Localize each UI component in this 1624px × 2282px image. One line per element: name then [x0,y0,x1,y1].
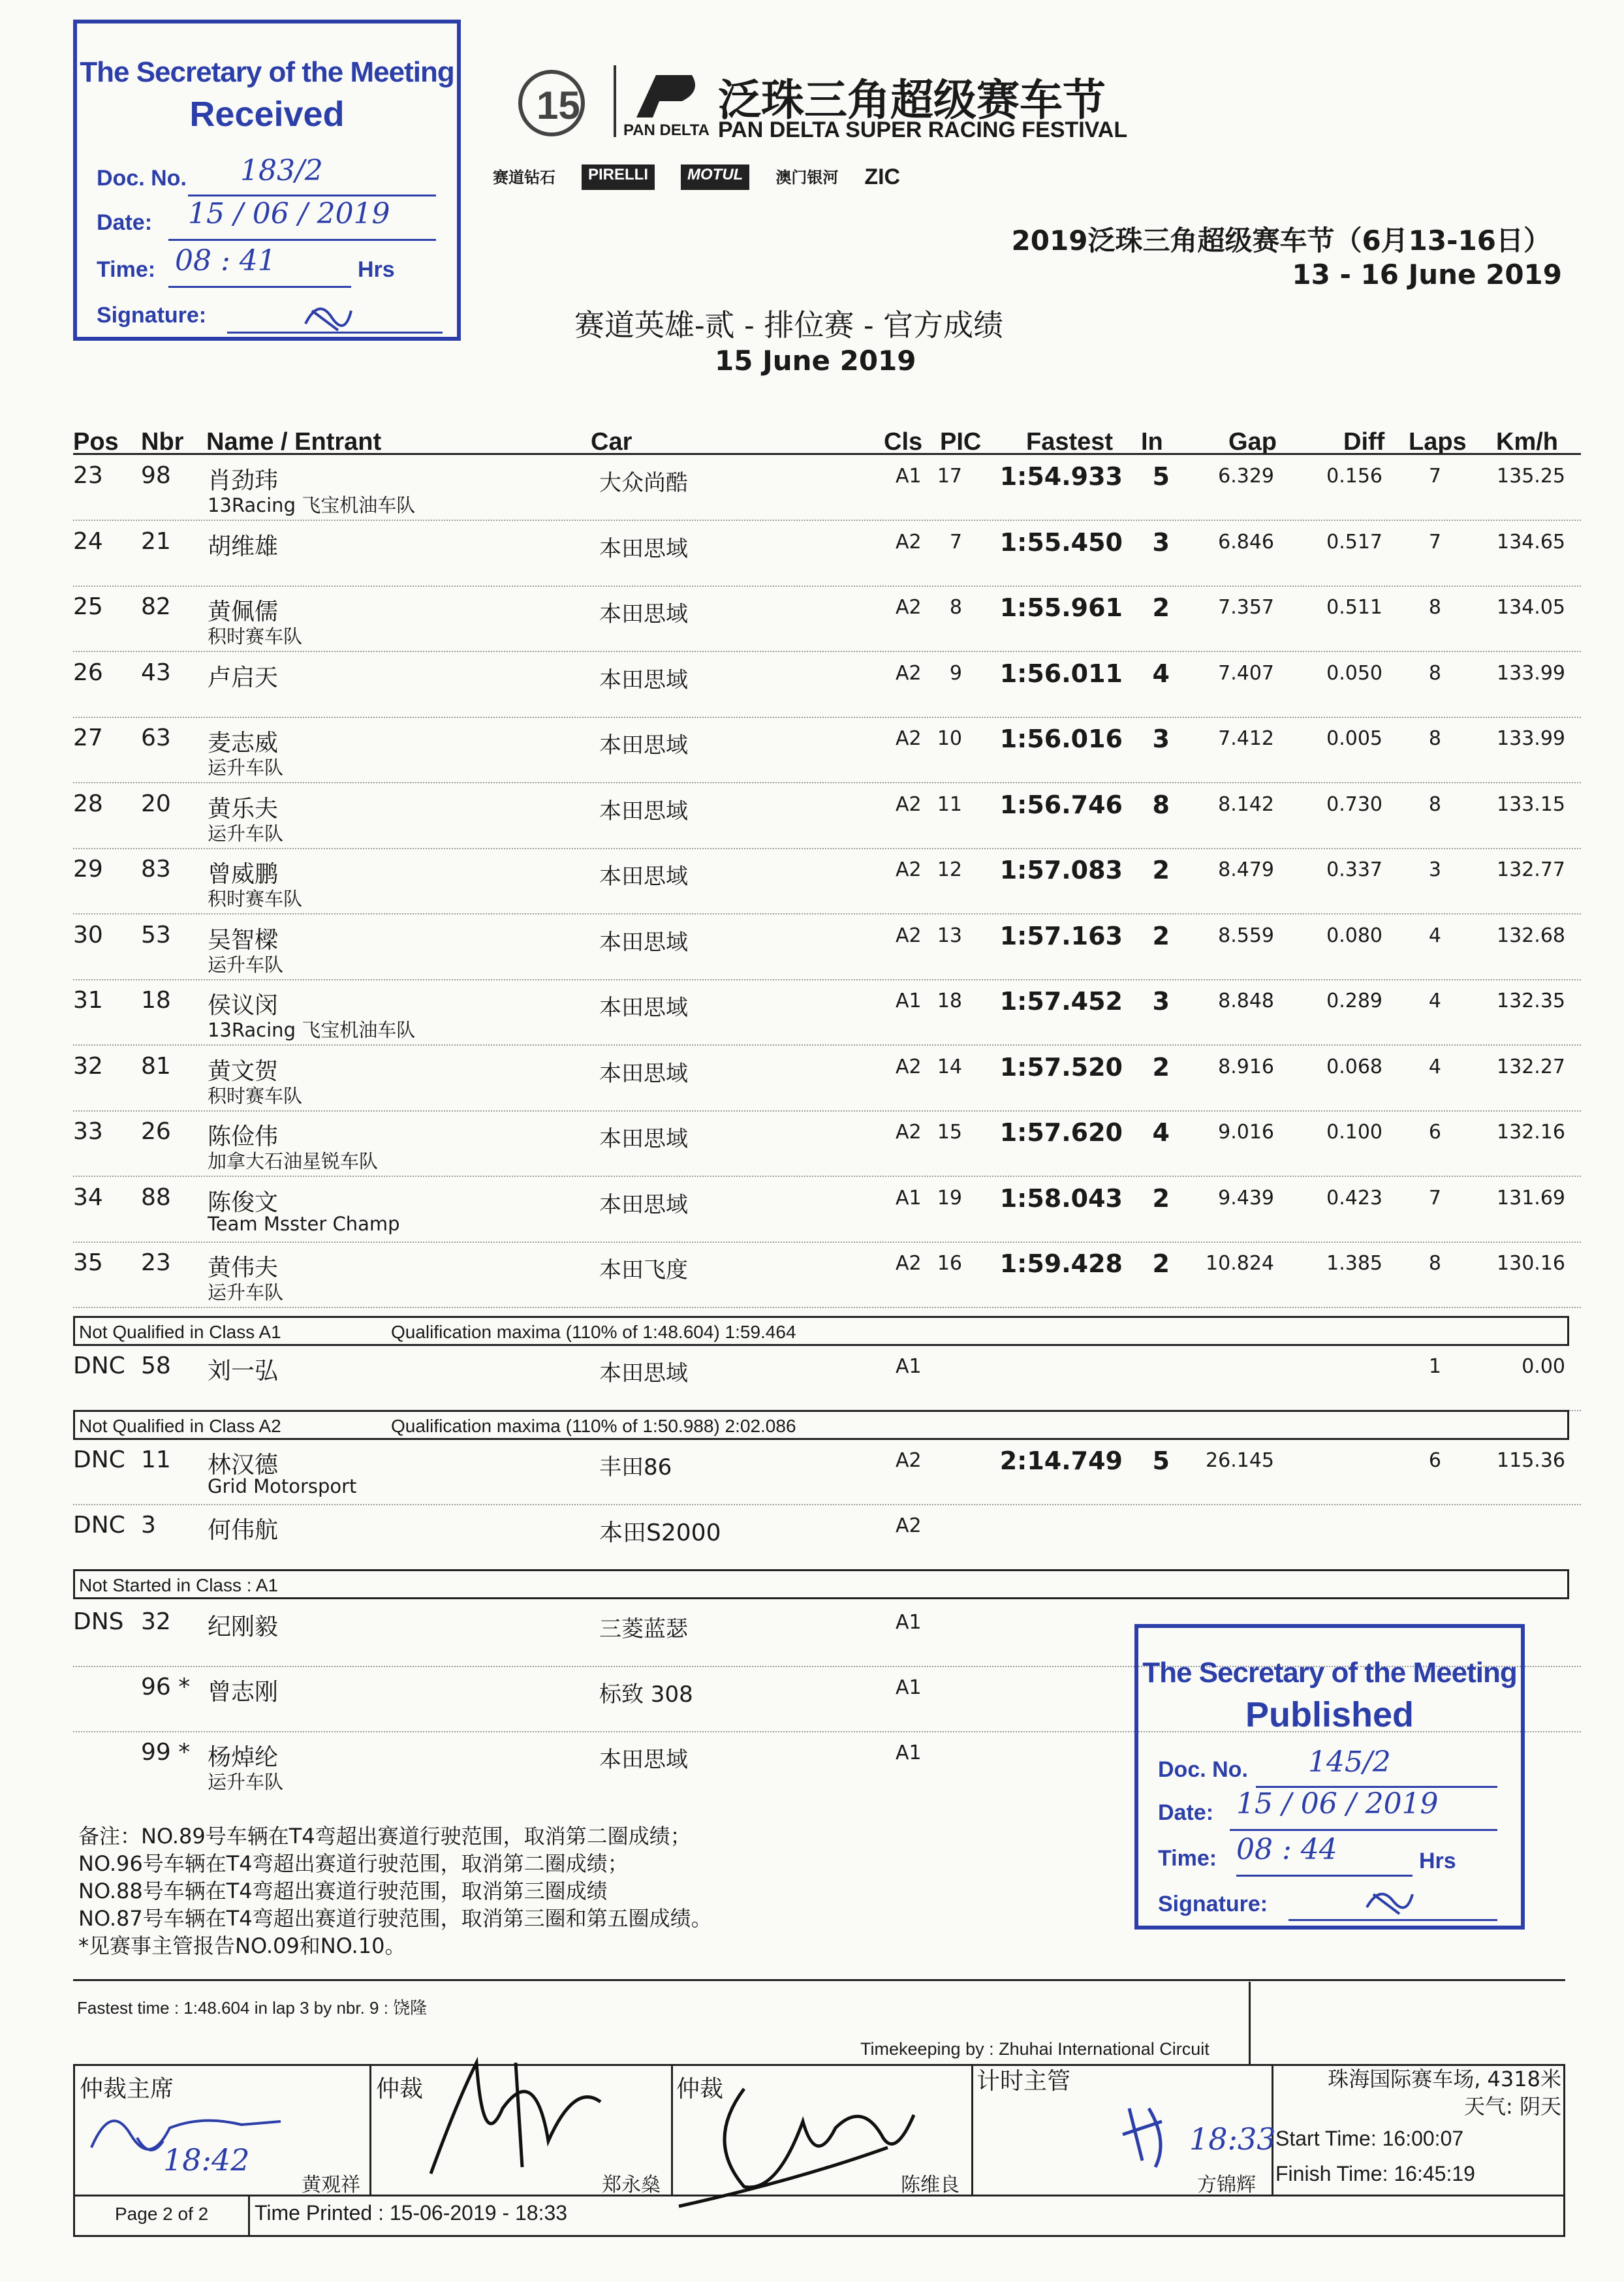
cell-diff: 0.080 [1326,924,1382,947]
cell-pos: 25 [73,593,103,620]
sponsor-4: 澳门银河 [775,169,839,187]
ns-a1-label: Not Started in Class : A1 [79,1575,279,1595]
cell-in: 3 [1152,725,1170,753]
festival-title-en: PAN DELTA SUPER RACING FESTIVAL [718,117,1128,142]
cell-cls: A1 [896,1355,922,1378]
cell-kmh: 135.25 [1497,465,1565,488]
stamp-doc-label: Doc. No. [97,166,187,191]
stamp-time-label: Time: [97,257,156,282]
cell-in: 5 [1152,462,1170,491]
note-3: NO.88号车辆在T4弯超出赛道行驶范围，取消第三圈成绩 [78,1879,608,1903]
cell-entrant: 运升车队 [208,1281,284,1304]
nq-a2-label: Not Qualified in Class A2 [79,1416,281,1436]
cell-cls: A2 [896,924,922,947]
nq-a1-label: Not Qualified in Class A1 [79,1322,281,1342]
nq-a2-box [73,1410,1569,1440]
cell-car: 三菱蓝瑟 [599,1616,688,1642]
cell-cls: A2 [896,1252,922,1275]
col-car: Car [591,428,632,456]
page-number: Page 2 of 2 [115,2204,209,2224]
nq-a1-box [73,1316,1569,1346]
cell-name: 卢启天 [208,664,279,691]
cell-kmh: 130.16 [1497,1252,1565,1275]
cell-pos: 24 [73,527,103,555]
cell-name: 陈俊文 [208,1189,279,1216]
cell-nbr: 20 [141,790,171,817]
sponsor-bar [493,164,900,190]
cell-gap: 7.407 [1218,661,1274,685]
cell-cls: A2 [896,596,922,619]
cell-name: 陈俭伟 [208,1123,279,1150]
cell-name: 麦志威 [208,730,279,757]
cell-diff: 0.730 [1326,792,1382,816]
cell-gap: 6.329 [1218,465,1274,488]
cell-pos: 35 [73,1249,103,1276]
cell-name: 吴智樑 [208,926,279,954]
cell-car: 本田思域 [599,798,688,824]
cell-in: 5 [1152,1446,1170,1475]
pan-delta-p-icon [630,69,702,121]
cell-nbr: 96 * [141,1674,191,1700]
time-chief-steward: 18:42 [163,2142,250,2178]
cell-in: 3 [1152,987,1170,1016]
cell-nbr: 11 [141,1446,171,1473]
cell-entrant: 积时赛车队 [208,1084,303,1107]
time-printed: Time Printed : 15-06-2019 - 18:33 [255,2201,568,2225]
cell-car: 丰田86 [599,1454,672,1480]
stamp-title: The Secretary of the Meeting [1142,1657,1517,1689]
cell-pos: 30 [73,921,103,948]
col-nbr: Nbr [141,428,184,456]
note-1: 备注：NO.89号车辆在T4弯超出赛道行驶范围，取消第二圈成绩； [78,1824,691,1849]
cell-pos: 26 [73,659,103,686]
cell-pic: 13 [937,924,962,947]
cell-kmh: 115.36 [1497,1449,1565,1472]
cell-diff: 0.423 [1326,1186,1382,1210]
cell-fastest: 1:57.452 [999,987,1123,1016]
cell-kmh: 132.77 [1497,858,1565,881]
cell-cls: A1 [896,1611,922,1634]
col-in: In [1141,428,1163,456]
cell-car: 本田思域 [599,1747,688,1773]
sponsor-5: ZIC [864,164,901,189]
cell-name: 黄乐夫 [208,795,279,822]
cell-car: 本田思域 [599,1060,688,1087]
cell-pos: DNC [73,1512,125,1539]
stamp-sig-label: Signature: [1158,1892,1268,1916]
cell-pic: 15 [937,1121,962,1144]
cell-kmh: 133.15 [1497,792,1565,816]
cell-car: 本田思域 [599,864,688,890]
cell-pos: DNC [73,1352,125,1379]
stamp-time-label: Time: [1158,1846,1217,1871]
cell-entrant: 积时赛车队 [208,625,303,648]
cell-pos: 29 [73,856,103,883]
stamp-time-value: 08 : 41 [175,244,276,277]
cell-diff: 0.289 [1326,990,1382,1012]
note-4: NO.87号车辆在T4弯超出赛道行驶范围，取消第三圈和第五圈成绩。 [78,1906,712,1931]
cell-in: 2 [1152,856,1170,884]
sponsor-1: 赛道钻石 [493,169,555,187]
ns-a1-box [73,1569,1569,1599]
cell-car: 本田思域 [599,929,688,956]
cell-gap: 8.479 [1218,858,1274,881]
cell-pos: 33 [73,1118,103,1145]
cell-cls: A2 [896,530,922,554]
received-stamp [73,20,461,341]
note-2: NO.96号车辆在T4弯超出赛道行驶范围，取消第二圈成绩； [78,1851,629,1876]
cell-pos: 32 [73,1052,103,1080]
cell-kmh: 0.00 [1522,1355,1565,1378]
cell-in: 2 [1152,1183,1170,1213]
cell-laps: 7 [1428,465,1441,488]
cell-pic: 18 [937,990,962,1012]
cell-pos: DNC [73,1446,125,1473]
cell-name: 黄伟夫 [208,1255,279,1281]
cell-nbr: 53 [141,921,171,948]
timekeeping: Timekeeping by : Zhuhai International Circuit [860,2039,1210,2059]
cell-entrant: Team Msster Champ [208,1212,400,1235]
cell-kmh: 132.27 [1497,1055,1565,1078]
cell-name: 曾志刚 [208,1679,279,1706]
cell-laps: 6 [1428,1449,1441,1472]
logo-text: PAN DELTA [623,121,710,139]
cell-pos: 28 [73,790,103,817]
cell-gap: 6.846 [1218,530,1274,554]
nq-a2-maxima: Qualification maxima (110% of 1:50.988) 2:02.086 [391,1416,796,1436]
stamp-doc-value: 183/2 [240,154,323,187]
cell-gap: 26.145 [1206,1449,1274,1472]
cell-car: 本田飞度 [599,1257,688,1283]
cell-kmh: 134.05 [1497,596,1565,619]
cell-fastest: 1:57.520 [999,1052,1123,1082]
nq-a1-maxima: Qualification maxima (110% of 1:48.604) 1:59.464 [391,1322,796,1342]
cell-name: 林汉德 [208,1452,279,1478]
cell-pos: 31 [73,987,103,1014]
cell-cls: A2 [896,1055,922,1078]
cell-in: 2 [1152,593,1170,622]
cell-laps: 7 [1428,530,1441,554]
festival-title-cn: 泛珠三角超级赛车节 [718,75,1106,125]
cell-name: 黄佩儒 [208,599,279,625]
cell-car: 本田思域 [599,732,688,758]
cell-fastest: 1:57.620 [999,1118,1123,1147]
cell-laps: 8 [1428,792,1441,816]
cell-entrant: Grid Motorsport [208,1475,357,1497]
cell-laps: 4 [1428,924,1441,947]
time-timekeeping-chief: 18:33 [1189,2121,1276,2157]
cell-nbr: 32 [141,1608,171,1635]
cell-fastest: 1:55.450 [999,527,1123,557]
fastest-time: Fastest time : 1:48.604 in lap 3 by nbr. 9 : 饶隆 [77,1998,428,2018]
cell-kmh: 133.99 [1497,727,1565,750]
cell-pic: 16 [937,1252,962,1275]
col-pos: Pos [73,428,119,456]
cell-pos: 23 [73,462,103,489]
stamp-title: The Secretary of the Meeting [80,56,454,88]
cell-entrant: 运升车队 [208,757,284,779]
cell-name: 纪刚毅 [208,1614,279,1640]
cell-pic: 9 [949,661,962,685]
cell-nbr: 81 [141,1052,171,1080]
cell-car: 本田思域 [599,535,688,562]
cell-car: 本田思域 [599,666,688,693]
col-name: Name / Entrant [206,428,382,456]
cell-laps: 7 [1428,1186,1441,1210]
cell-pos: 34 [73,1183,103,1211]
col-kmh: Km/h [1496,428,1558,456]
cell-pic: 14 [937,1055,962,1078]
cell-pic: 17 [937,465,962,488]
stamp-sig-label: Signature: [97,303,207,328]
col-laps: Laps [1409,428,1467,456]
cell-car: 本田S2000 [599,1520,721,1546]
cell-cls: A2 [896,1514,922,1537]
cell-laps: 8 [1428,1252,1441,1275]
cell-cls: A1 [896,990,922,1012]
cell-pic: 19 [937,1186,962,1210]
weather-info: 天气: 阴天 [1464,2094,1561,2119]
cell-fastest: 1:57.083 [999,856,1123,884]
stamp-date-value: 15 / 06 / 2019 [188,197,390,230]
cell-nbr: 88 [141,1183,171,1211]
cell-in: 4 [1152,659,1170,688]
stamp-doc-value: 145/2 [1308,1745,1391,1779]
stamp-date-value: 15 / 06 / 2019 [1236,1787,1439,1821]
cell-entrant: 加拿大石油星锐车队 [208,1150,379,1172]
cell-nbr: 18 [141,987,171,1014]
cell-diff: 0.517 [1326,530,1382,554]
cell-gap: 8.559 [1218,924,1274,947]
name-steward-2: 陈维良 [901,2174,960,2196]
stamp-subtitle: Published [1245,1695,1414,1734]
cell-gap: 8.916 [1218,1055,1274,1078]
cell-cls: A2 [896,727,922,750]
note-5: *见赛事主管报告NO.09和NO.10。 [78,1933,406,1958]
col-fastest: Fastest [1026,428,1114,456]
cell-name: 杨焯纶 [208,1744,279,1771]
cell-nbr: 21 [141,527,171,555]
cell-nbr: 83 [141,856,171,883]
finish-time: Finish Time: 16:45:19 [1275,2162,1475,2185]
cell-cls: A2 [896,1449,922,1472]
stamp-date-label: Date: [97,210,153,235]
cell-in: 3 [1152,527,1170,557]
cell-name: 胡维雄 [208,533,279,560]
cell-fastest: 2:14.749 [999,1446,1123,1475]
start-time: Start Time: 16:00:07 [1275,2127,1464,2150]
name-chief-steward: 黄观祥 [302,2174,360,2196]
signature-steward-1 [405,2024,640,2187]
event-dates: 13 - 16 June 2019 [1292,258,1562,290]
cell-kmh: 131.69 [1497,1186,1565,1210]
cell-diff: 0.337 [1326,858,1382,881]
stamp-time-value: 08 : 44 [1236,1833,1337,1866]
role-timekeeping-chief: 计时主管 [976,2068,1071,2095]
cell-diff: 0.100 [1326,1121,1382,1144]
cell-laps: 8 [1428,596,1441,619]
name-timekeeping-chief: 方锦辉 [1197,2174,1256,2196]
cell-in: 2 [1152,1052,1170,1082]
cell-name: 侯议闵 [208,992,279,1019]
stamp-doc-label: Doc. No. [1158,1757,1248,1782]
event-name-cn: 2019泛珠三角超级赛车节（6月13-16日） [1011,225,1551,257]
cell-name: 肖劲玮 [208,467,279,494]
stamp-signature [1354,1881,1419,1920]
cell-entrant: 积时赛车队 [208,888,303,910]
cell-car: 本田思域 [599,601,688,627]
cell-kmh: 134.65 [1497,530,1565,554]
cell-car: 本田思域 [599,1360,688,1386]
role-chief-steward: 仲裁主席 [80,2076,174,2102]
cell-car: 本田思域 [599,1191,688,1218]
sponsor-3: MOTUL [681,164,749,190]
cell-fastest: 1:56.016 [999,725,1123,753]
cell-car: 本田思域 [599,1126,688,1152]
col-pic: PIC [940,428,982,456]
cell-nbr: 99 * [141,1739,191,1766]
role-steward-2: 仲裁 [676,2076,724,2102]
pan-delta-logo-icon [516,65,594,137]
cell-pos: DNS [73,1608,124,1635]
svg-text:15: 15 [537,84,580,127]
cell-cls: A2 [896,661,922,685]
cell-name: 何伟航 [208,1517,279,1544]
cell-laps: 3 [1428,858,1441,881]
cell-nbr: 58 [141,1352,171,1379]
cell-gap: 9.016 [1218,1121,1274,1144]
cell-gap: 8.142 [1218,792,1274,816]
cell-in: 4 [1152,1118,1170,1147]
cell-laps: 1 [1428,1355,1441,1378]
cell-fastest: 1:59.428 [999,1249,1123,1278]
cell-entrant: 运升车队 [208,822,284,845]
cell-gap: 7.412 [1218,727,1274,750]
col-cls: Cls [884,428,923,456]
cell-name: 曾威鹏 [208,861,279,888]
cell-nbr: 23 [141,1249,171,1276]
cell-kmh: 132.16 [1497,1121,1565,1144]
cell-nbr: 43 [141,659,171,686]
cell-diff: 0.005 [1326,727,1382,750]
cell-kmh: 132.35 [1497,990,1565,1012]
cell-pic: 8 [949,596,962,619]
signature-timekeeping-chief [1110,2095,1188,2174]
published-stamp [1134,1624,1525,1930]
cell-pic: 7 [949,530,962,554]
cell-fastest: 1:54.933 [999,462,1123,491]
cell-in: 2 [1152,1249,1170,1278]
cell-fastest: 1:58.043 [999,1183,1123,1213]
cell-laps: 8 [1428,727,1441,750]
cell-kmh: 133.99 [1497,661,1565,685]
cell-fastest: 1:56.011 [999,659,1123,688]
cell-diff: 0.156 [1326,465,1382,488]
cell-entrant: 运升车队 [208,953,284,976]
cell-pic: 12 [937,858,962,881]
cell-nbr: 63 [141,725,171,751]
cell-gap: 10.824 [1206,1252,1274,1275]
cell-name: 刘一弘 [208,1358,279,1384]
stamp-date-label: Date: [1158,1800,1214,1825]
cell-kmh: 132.68 [1497,924,1565,947]
cell-nbr: 82 [141,593,171,620]
cell-pic: 11 [937,792,962,816]
cell-cls: A1 [896,1186,922,1210]
cell-car: 大众尚酷 [599,470,688,496]
role-steward-1: 仲裁 [376,2076,424,2102]
cell-cls: A2 [896,858,922,881]
cell-diff: 0.068 [1326,1055,1382,1078]
cell-nbr: 3 [141,1512,156,1539]
cell-diff: 0.050 [1326,661,1382,685]
cell-fastest: 1:56.746 [999,790,1123,819]
cell-cls: A1 [896,465,922,488]
cell-gap: 8.848 [1218,990,1274,1012]
cell-diff: 0.511 [1326,596,1382,619]
cell-gap: 7.357 [1218,596,1274,619]
cell-in: 8 [1152,790,1170,819]
cell-gap: 9.439 [1218,1186,1274,1210]
cell-diff: 1.385 [1326,1252,1382,1275]
stamp-hrs-label: Hrs [358,257,395,282]
col-diff: Diff [1343,428,1385,456]
cell-nbr: 98 [141,462,171,489]
cell-pos: 27 [73,725,103,751]
cell-laps: 8 [1428,661,1441,685]
cell-entrant: 运升车队 [208,1771,284,1793]
cell-name: 黄文贺 [208,1057,279,1085]
document-title: 赛道英雄-贰 - 排位赛 - 官方成绩 [574,307,1004,343]
document-date: 15 June 2019 [715,345,916,377]
cell-nbr: 26 [141,1118,171,1145]
cell-entrant: 13Racing 飞宝机油车队 [208,494,416,516]
name-steward-1: 郑永燊 [602,2174,661,2196]
cell-entrant: 13Racing 飞宝机油车队 [208,1019,416,1041]
cell-fastest: 1:57.163 [999,921,1123,950]
signature-steward-2 [666,2063,927,2213]
cell-car: 本田思域 [599,995,688,1021]
cell-cls: A2 [896,1121,922,1144]
cell-car: 标致 308 [599,1681,693,1708]
col-gap: Gap [1228,428,1277,456]
stamp-subtitle: Received [189,95,345,134]
cell-fastest: 1:55.961 [999,593,1123,622]
cell-laps: 6 [1428,1121,1441,1144]
cell-pic: 10 [937,727,962,750]
sponsor-2: PIRELLI [582,164,655,190]
cell-laps: 4 [1428,990,1441,1012]
circuit-info: 珠海国际赛车场, 4318米 [1328,2067,1561,2091]
cell-in: 2 [1152,921,1170,950]
stamp-hrs-label: Hrs [1419,1849,1456,1873]
cell-laps: 4 [1428,1055,1441,1078]
stamp-signature [292,291,358,337]
cell-cls: A1 [896,1676,922,1699]
cell-cls: A1 [896,1742,922,1764]
cell-cls: A2 [896,792,922,816]
